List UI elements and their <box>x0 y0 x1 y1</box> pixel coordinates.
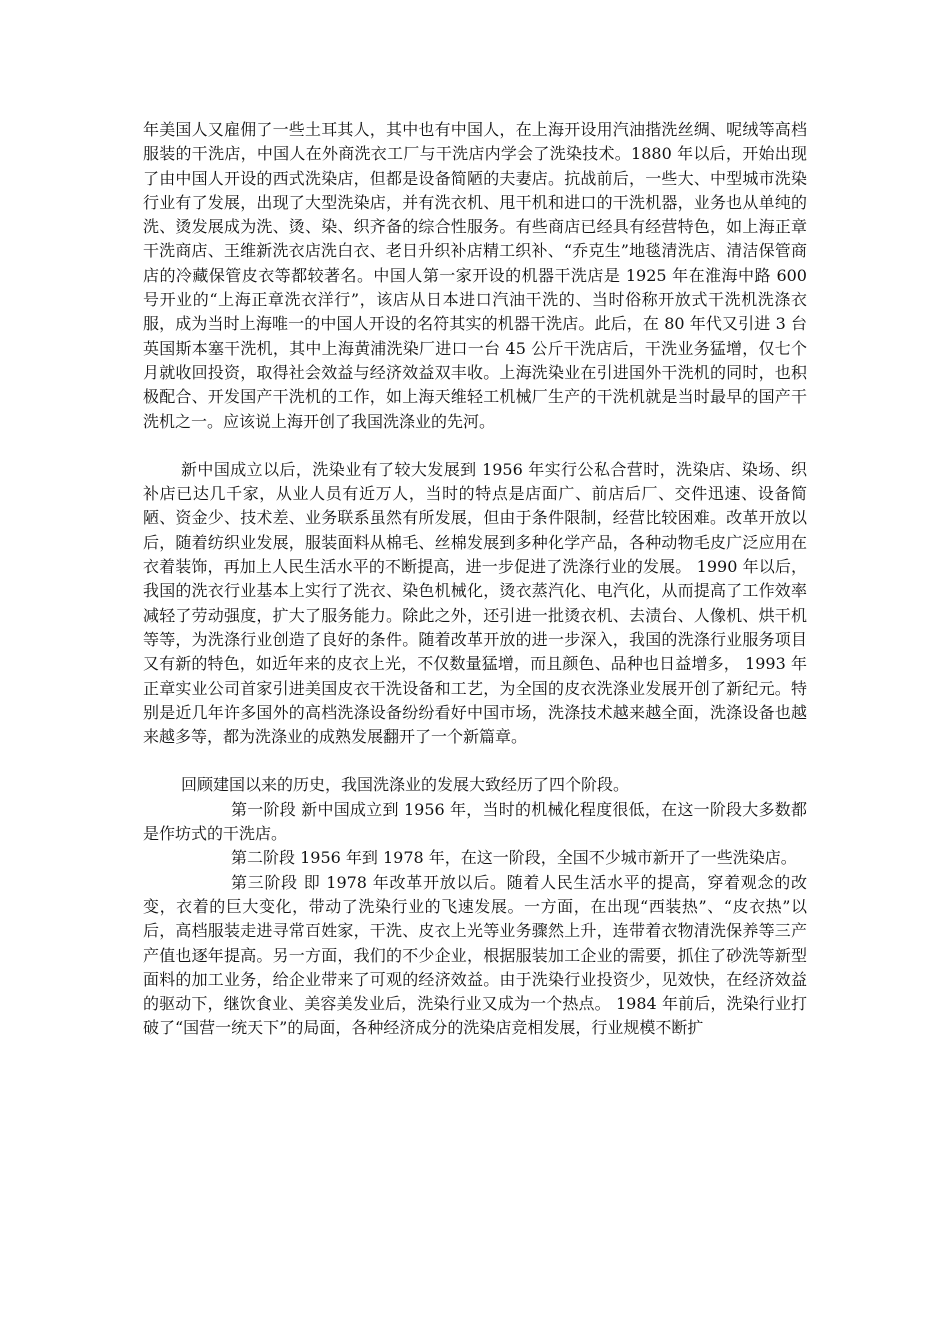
paragraph-gap <box>143 434 807 458</box>
document-body <box>143 118 807 1041</box>
paragraph-stage-two: 第二阶段 1956 年到 1978 年，在这一阶段，全国不少城市新开了一些洗染店。 <box>231 848 797 868</box>
paragraph-stage-three: 第三阶段 即 1978 年改革开放以后。随着人民生活水平的提高，穿着观念的改变，衣着的巨大变化，带动了洗染行业的飞速发展。一方面，在出现“西装热”、“皮衣热”以后，高档服装走进寻常百姓家，干洗、皮衣上光等业务骤然上升，连带着衣物清洗保养等三产产值也逐年提高。另一方面，我们的不少企业，根据服装加工企业的需要，抓住了砂洗等新型面料的加工业务，给企业带来了可观的经济效益。由于洗染行业投资少，见效快，在经济效益的驱动下，继饮食业、美容美发业后，洗染行业又成为一个热点。 1984 年前后，洗染行业打破了“国营一统天下”的局面，各种经济成分的洗染店竞相发展，行业规模不断扩 <box>143 872 807 1038</box>
paragraph-gap <box>143 749 807 773</box>
paragraph-stage-one: 第一阶段 新中国成立到 1956 年，当时的机械化程度很低，在这一阶段大多数都是作坊式的干洗店。 <box>143 799 807 844</box>
paragraph-after-1949: 新中国成立以后，洗染业有了较大发展到 1956 年实行公私合营时，洗染店、染场、织补店已达几千家，从业人员有近万人，当时的特点是店面广、前店后厂、交件迅速、设备简陋、资金少、技术差、业务联系虽然有所发展，但由于条件限制，经营比较困难。改革开放以后，随着纺织业发展，服装面料从棉毛、丝棉发展到多种化学产品，各种动物毛皮广泛应用在衣着装饰，再加上人民生活水平的不断提高，进一步促进了洗涤行业的发展。 1990 年以后，我国的洗衣行业基本上实行了洗衣、染色机械化，烫衣蒸汽化、电汽化，从而提高了工作效率减轻了劳动强度，扩大了服务能力。除此之外，还引进一批烫衣机、去渍台、人像机、烘干机等等，为洗涤行业创造了良好的条件。随着改革开放的进一步深入，我国的洗涤行业服务项目又有新的特色，如近年来的皮衣上光，不仅数量猛增，而且颜色、品种也日益增多， 1993 年正章实业公司首家引进美国皮衣干洗设备和工艺，为全国的皮衣洗涤业发展开创了新纪元。特别是近几年许多国外的高档洗涤设备纷纷看好中国市场，洗涤技术越来越全面，洗涤设备也越来越多等，都为洗涤业的成熟发展翻开了一个新篇章。 <box>143 459 807 747</box>
paragraph-review-intro: 回顾建国以来的历史，我国洗涤业的发展大致经历了四个阶段。 <box>181 775 630 795</box>
paragraph-history-shanghai: 年美国人又雇佣了一些土耳其人，其中也有中国人，在上海开设用汽油揩洗丝绸、呢绒等高档服装的干洗店，中国人在外商洗衣工厂与干洗店内学会了洗染技术。1880 年以后，开始出现了由中国人开设的西式洗染店，但都是设备简陋的夫妻店。抗战前后，一些大、中型城市洗染行业有了发展，出现了大型洗染店，并有洗衣机、甩干机和进口的干洗机器，业务也从单纯的洗、烫发展成为洗、烫、染、织齐备的综合性服务。有些商店已经具有经营特色，如上海正章干洗商店、王维新洗衣店洗白衣、老日升织补店精工织补、“乔克生”地毯清洗店、清洁保管商店的冷藏保管皮衣等都较著名。中国人第一家开设的机器干洗店是 1925 年在淮海中路 600 号开业的“上海正章洗衣洋行”，该店从日本进口汽油干洗的、当时俗称开放式干洗机洗涤衣服，成为当时上海唯一的中国人开设的名符其实的机器干洗店。此后，在 80 年代又引进 3 台英国斯本塞干洗机，其中上海黄浦洗染厂进口一台 45 公斤干洗店后，干洗业务猛增，仅七个月就收回投资，取得社会效益与经济效益双丰收。上海洗染业在引进国外干洗机的同时，也积极配合、开发国产干洗机的工作，如上海天维轻工机械厂生产的干洗机就是当时最早的国产干洗机之一。应该说上海开创了我国洗涤业的先河。 <box>143 120 807 431</box>
